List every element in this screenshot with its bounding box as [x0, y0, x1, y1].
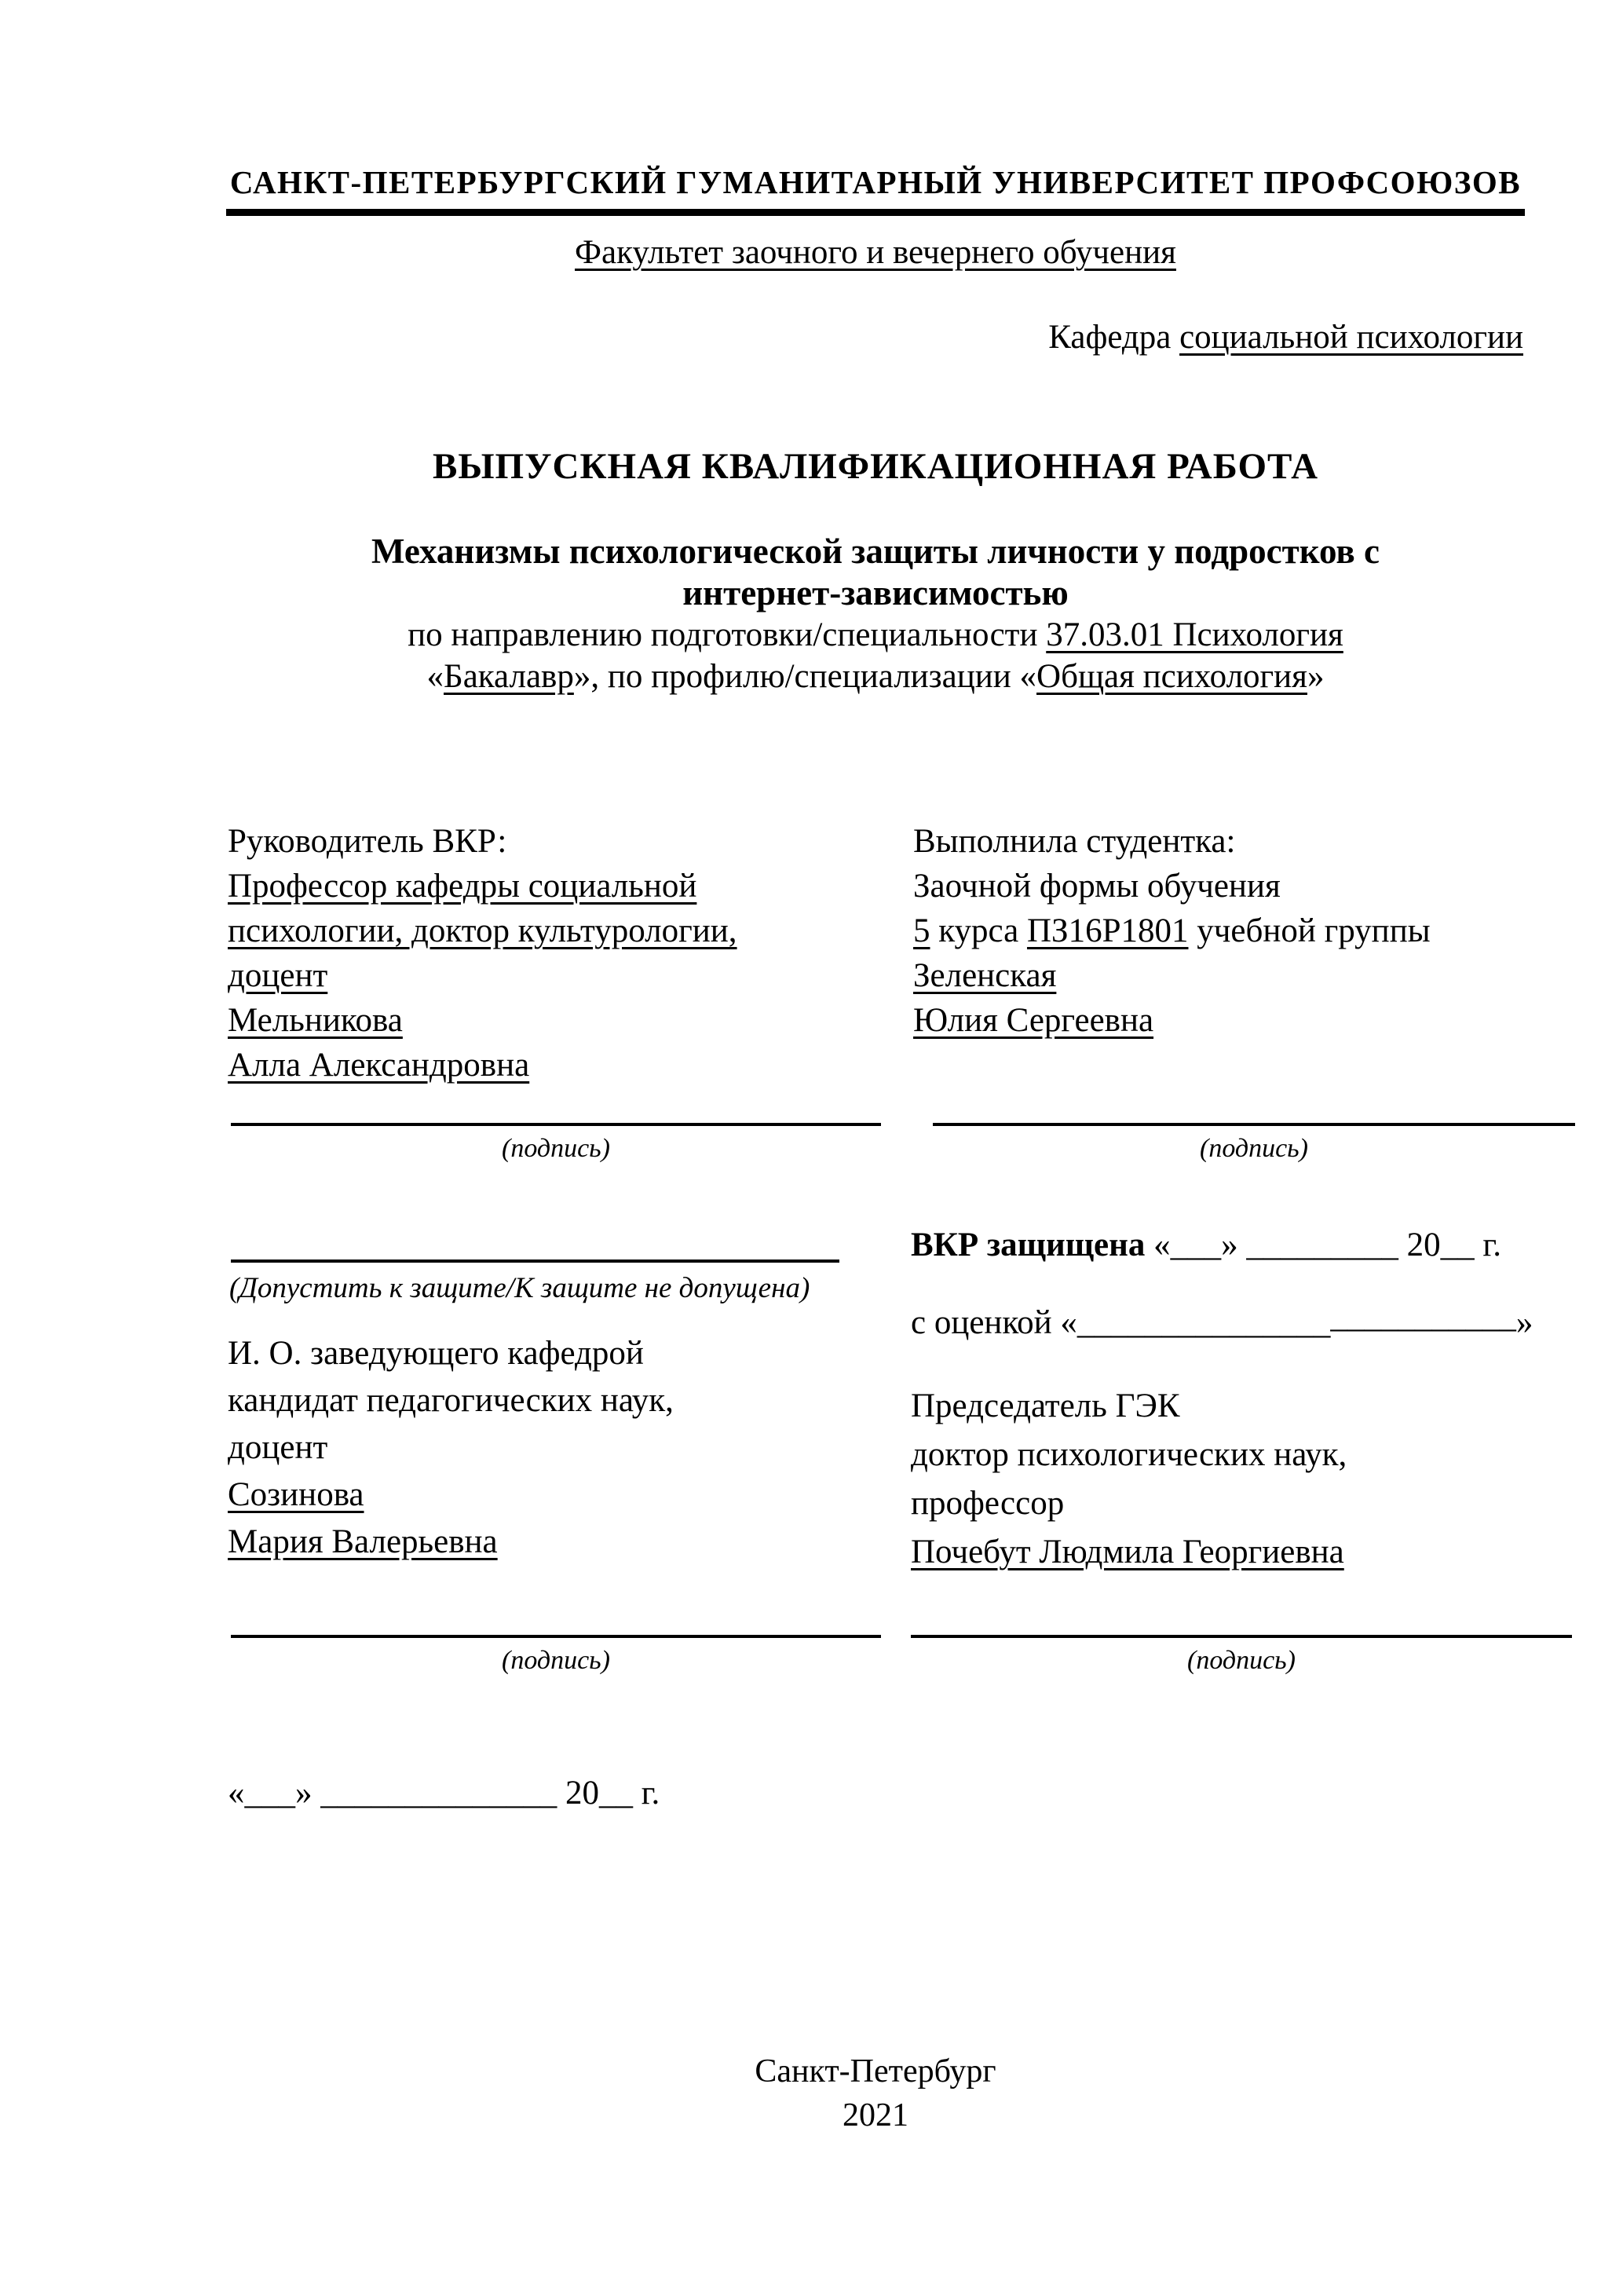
- head-of-department-signature-caption: (подпись): [502, 1646, 610, 1675]
- supervisor-position-line: [228, 909, 903, 953]
- grade-close-quote: »: [1515, 1304, 1533, 1341]
- supervisor-block: [228, 819, 903, 1088]
- supervisor-position-text-2: психологии, доктор культурологии,: [228, 912, 737, 949]
- city-line: Санкт-Петербург: [755, 2053, 996, 2089]
- student-signature-line: [933, 1123, 1575, 1126]
- defense-date-line: [911, 1223, 1602, 1267]
- supervisor-label: Руководитель ВКР:: [228, 823, 507, 860]
- head-of-department-signature-line: [231, 1635, 881, 1638]
- department-label: Кафедра: [1048, 319, 1172, 356]
- defense-label: ВКР защищена: [911, 1227, 1146, 1263]
- university-name: САНКТ-ПЕТЕРБУРГСКИЙ ГУМАНИТАРНЫЙ УНИВЕРСИТЕТ ПРОФСОЮЗОВ: [229, 164, 1522, 200]
- student-signature-caption: (подпись): [1200, 1134, 1308, 1163]
- supervisor-position-text-1: Профессор кафедры социальной: [228, 868, 697, 905]
- header-rule-divider: [226, 209, 1525, 216]
- specialty-value: 37.03.01 Психология: [1046, 616, 1343, 653]
- profile-value: Общая психология: [1036, 658, 1307, 695]
- student-course-suffix: учебной группы: [1197, 912, 1431, 949]
- head-of-department-position-line: доцент: [228, 1429, 328, 1466]
- gec-chair-name: Почебут Людмила Георгиевна: [911, 1534, 1344, 1570]
- student-course-infix: курса: [938, 912, 1019, 949]
- department-value: социальной психологии: [1179, 319, 1523, 356]
- defense-grade-line: [911, 1298, 1602, 1345]
- admission-caption: (Допустить к защите/К защите не допущена): [229, 1272, 810, 1304]
- footer-date-line: «___» ______________ 20__ г.: [228, 1775, 660, 1812]
- city-year-block: [228, 2049, 1523, 2137]
- student-course-number: 5: [913, 912, 930, 949]
- gec-chair-block: [911, 1382, 1578, 1577]
- head-of-department-surname: Созинова: [228, 1476, 364, 1513]
- faculty-line: [228, 232, 1523, 273]
- student-study-form: Заочной формы обучения: [913, 868, 1281, 905]
- head-of-department-position-line: И. О. заведующего кафедрой: [228, 1335, 644, 1372]
- thesis-title-block: [228, 531, 1523, 697]
- grade-blank-b: ___________: [1330, 1298, 1516, 1335]
- degree-value: Бакалавр: [444, 658, 574, 695]
- student-block: [913, 819, 1573, 1043]
- head-of-department-name: Мария Валерьевна: [228, 1523, 498, 1560]
- supervisor-signature-line: [231, 1123, 881, 1126]
- degree-open-quote: «: [426, 658, 444, 695]
- student-course-line: [913, 909, 1573, 953]
- student-name: Юлия Сергеевна: [913, 1002, 1154, 1039]
- thesis-title-line2: интернет-зависимостью: [682, 573, 1069, 612]
- profile-close-quote: »: [1307, 658, 1325, 695]
- gec-chair-degree-line: доктор психологических наук,: [911, 1436, 1347, 1473]
- student-label: Выполнила студентка:: [913, 823, 1236, 860]
- admission-decision-line: [231, 1260, 839, 1263]
- supervisor-name: Алла Александровна: [228, 1047, 530, 1084]
- specialty-line: [228, 614, 1523, 656]
- supervisor-position-line: [228, 864, 903, 909]
- gec-chair-title-line: Председатель ГЭК: [911, 1387, 1180, 1424]
- department-line: [228, 317, 1523, 358]
- thesis-title-line1: Механизмы психологической защиты личности у подростков с: [371, 532, 1380, 571]
- head-of-department-block: [228, 1330, 903, 1566]
- head-of-department-position-line: кандидат педагогических наук,: [228, 1382, 674, 1419]
- grade-prefix: с оценкой «: [911, 1304, 1077, 1341]
- gec-chair-signature-line: [911, 1635, 1572, 1638]
- supervisor-surname: Мельникова: [228, 1002, 403, 1039]
- student-surname: Зеленская: [913, 957, 1057, 994]
- profile-middle-text: », по профилю/специализации «: [573, 658, 1037, 695]
- faculty-text: Факультет заочного и вечернего обучения: [575, 234, 1176, 271]
- supervisor-position-text-3: доцент: [228, 957, 328, 994]
- work-type-heading: ВЫПУСКНАЯ КВАЛИФИКАЦИОННАЯ РАБОТА: [432, 446, 1319, 487]
- supervisor-signature-caption: (подпись): [502, 1134, 610, 1163]
- profile-line: [228, 656, 1523, 697]
- gec-chair-rank-line: профессор: [911, 1485, 1065, 1522]
- gec-chair-signature-caption: (подпись): [1187, 1646, 1296, 1675]
- student-group-code: ПЗ16Р1801: [1026, 912, 1189, 949]
- grade-blank-a: _______________: [1077, 1304, 1331, 1341]
- defense-date-blank: «___» _________ 20__ г.: [1153, 1227, 1501, 1263]
- supervisor-position-line: [228, 953, 903, 998]
- year-line: 2021: [843, 2097, 908, 2133]
- specialty-prefix: по направлению подготовки/специальности: [408, 616, 1038, 653]
